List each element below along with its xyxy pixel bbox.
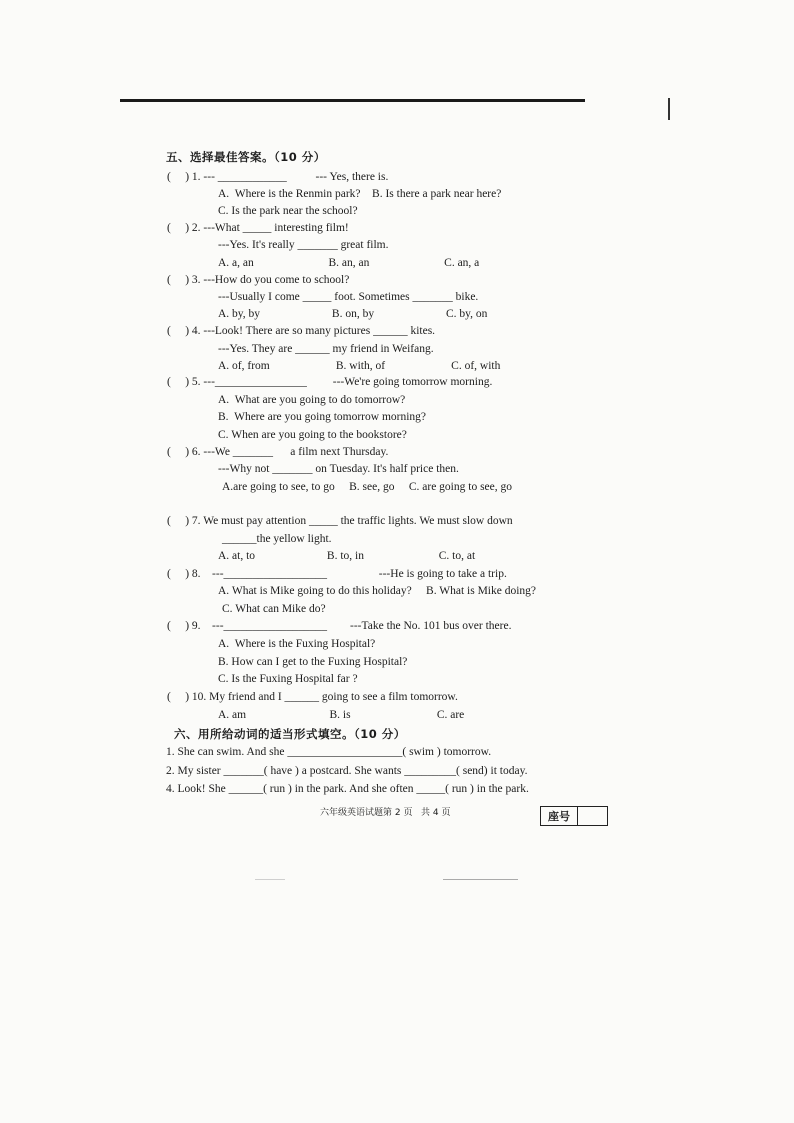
question-10: ( ) 10. My friend and I ______ going to see a film tomorrow.	[167, 691, 458, 703]
q8-option-c: C. What can Mike do?	[222, 603, 326, 615]
seat-label: 座号	[541, 807, 578, 825]
section5-heading: 五、选择最佳答案。（10 分）	[166, 150, 326, 164]
q1-option-c: C. Is the park near the school?	[218, 205, 358, 217]
q8-options-ab: A. What is Mike going to do this holiday? B. What is Mike doing?	[218, 585, 537, 597]
q7-options: A. at, to B. to, in C. to, at	[218, 550, 476, 562]
q2-options: A. a, an B. an, an C. an, a	[218, 257, 480, 269]
fill-4: 4. Look! She ______( run ) in the park. And she often _____( run ) in the park.	[166, 783, 529, 795]
q4-options: A. of, from B. with, of C. of, with	[218, 360, 501, 372]
question-3: ( ) 3. ---How do you come to school?	[167, 274, 350, 286]
question-9: ( ) 9. ---__________________ ---Take the No. 101 bus over there.	[167, 620, 512, 632]
scan-mark	[443, 879, 518, 880]
fill-2: 2. My sister _______( have ) a postcard. She wants _________( send) it today.	[166, 765, 528, 777]
question-5: ( ) 5. ---________________ ---We're going tomorrow morning.	[167, 376, 493, 388]
q10-options: A. am B. is C. are	[218, 709, 465, 721]
question-4: ( ) 4. ---Look! There are so many pictures ______ kites.	[167, 325, 436, 337]
edge-mark	[668, 98, 670, 120]
section6-heading: 六、用所给动词的适当形式填空。（10 分）	[174, 727, 406, 741]
question-2: ( ) 2. ---What _____ interesting film!	[167, 222, 349, 234]
seat-number-box	[540, 806, 608, 826]
q9-option-a: A. Where is the Fuxing Hospital?	[218, 638, 376, 650]
q5-option-c: C. When are you going to the bookstore?	[218, 429, 407, 441]
q2-reply: ---Yes. It's really _______ great film.	[218, 239, 389, 251]
q5-option-b: B. Where are you going tomorrow morning?	[218, 411, 427, 423]
top-rule	[120, 99, 585, 102]
q4-reply: ---Yes. They are ______ my friend in Weifang.	[218, 343, 434, 355]
q3-options: A. by, by B. on, by C. by, on	[218, 308, 488, 320]
q7-continued: ______the yellow light.	[222, 533, 332, 545]
q6-reply: ---Why not _______ on Tuesday. It's half price then.	[218, 463, 459, 475]
question-7: ( ) 7. We must pay attention _____ the traffic lights. We must slow down	[167, 515, 513, 527]
q1-options-ab: A. Where is the Renmin park? B. Is there a park near here?	[218, 188, 502, 200]
q6-options: A.are going to see, to go B. see, go C. are going to see, go	[222, 481, 512, 493]
q9-option-c: C. Is the Fuxing Hospital far ?	[218, 673, 358, 685]
question-8: ( ) 8. ---__________________ ---He is going to take a trip.	[167, 568, 507, 580]
q9-option-b: B. How can I get to the Fuxing Hospital?	[218, 656, 408, 668]
question-1: ( ) 1. --- ____________ --- Yes, there is.	[167, 171, 389, 183]
scan-mark	[255, 879, 285, 880]
question-6: ( ) 6. ---We _______ a film next Thursday.	[167, 446, 389, 458]
seat-number-field[interactable]	[578, 807, 607, 825]
q3-reply: ---Usually I come _____ foot. Sometimes _______ bike.	[218, 291, 479, 303]
fill-1: 1. She can swim. And she ____________________( swim ) tomorrow.	[166, 746, 492, 758]
q5-option-a: A. What are you going to do tomorrow?	[218, 394, 406, 406]
page-info: 六年级英语试题第 2 页 共 4 页	[320, 808, 451, 818]
